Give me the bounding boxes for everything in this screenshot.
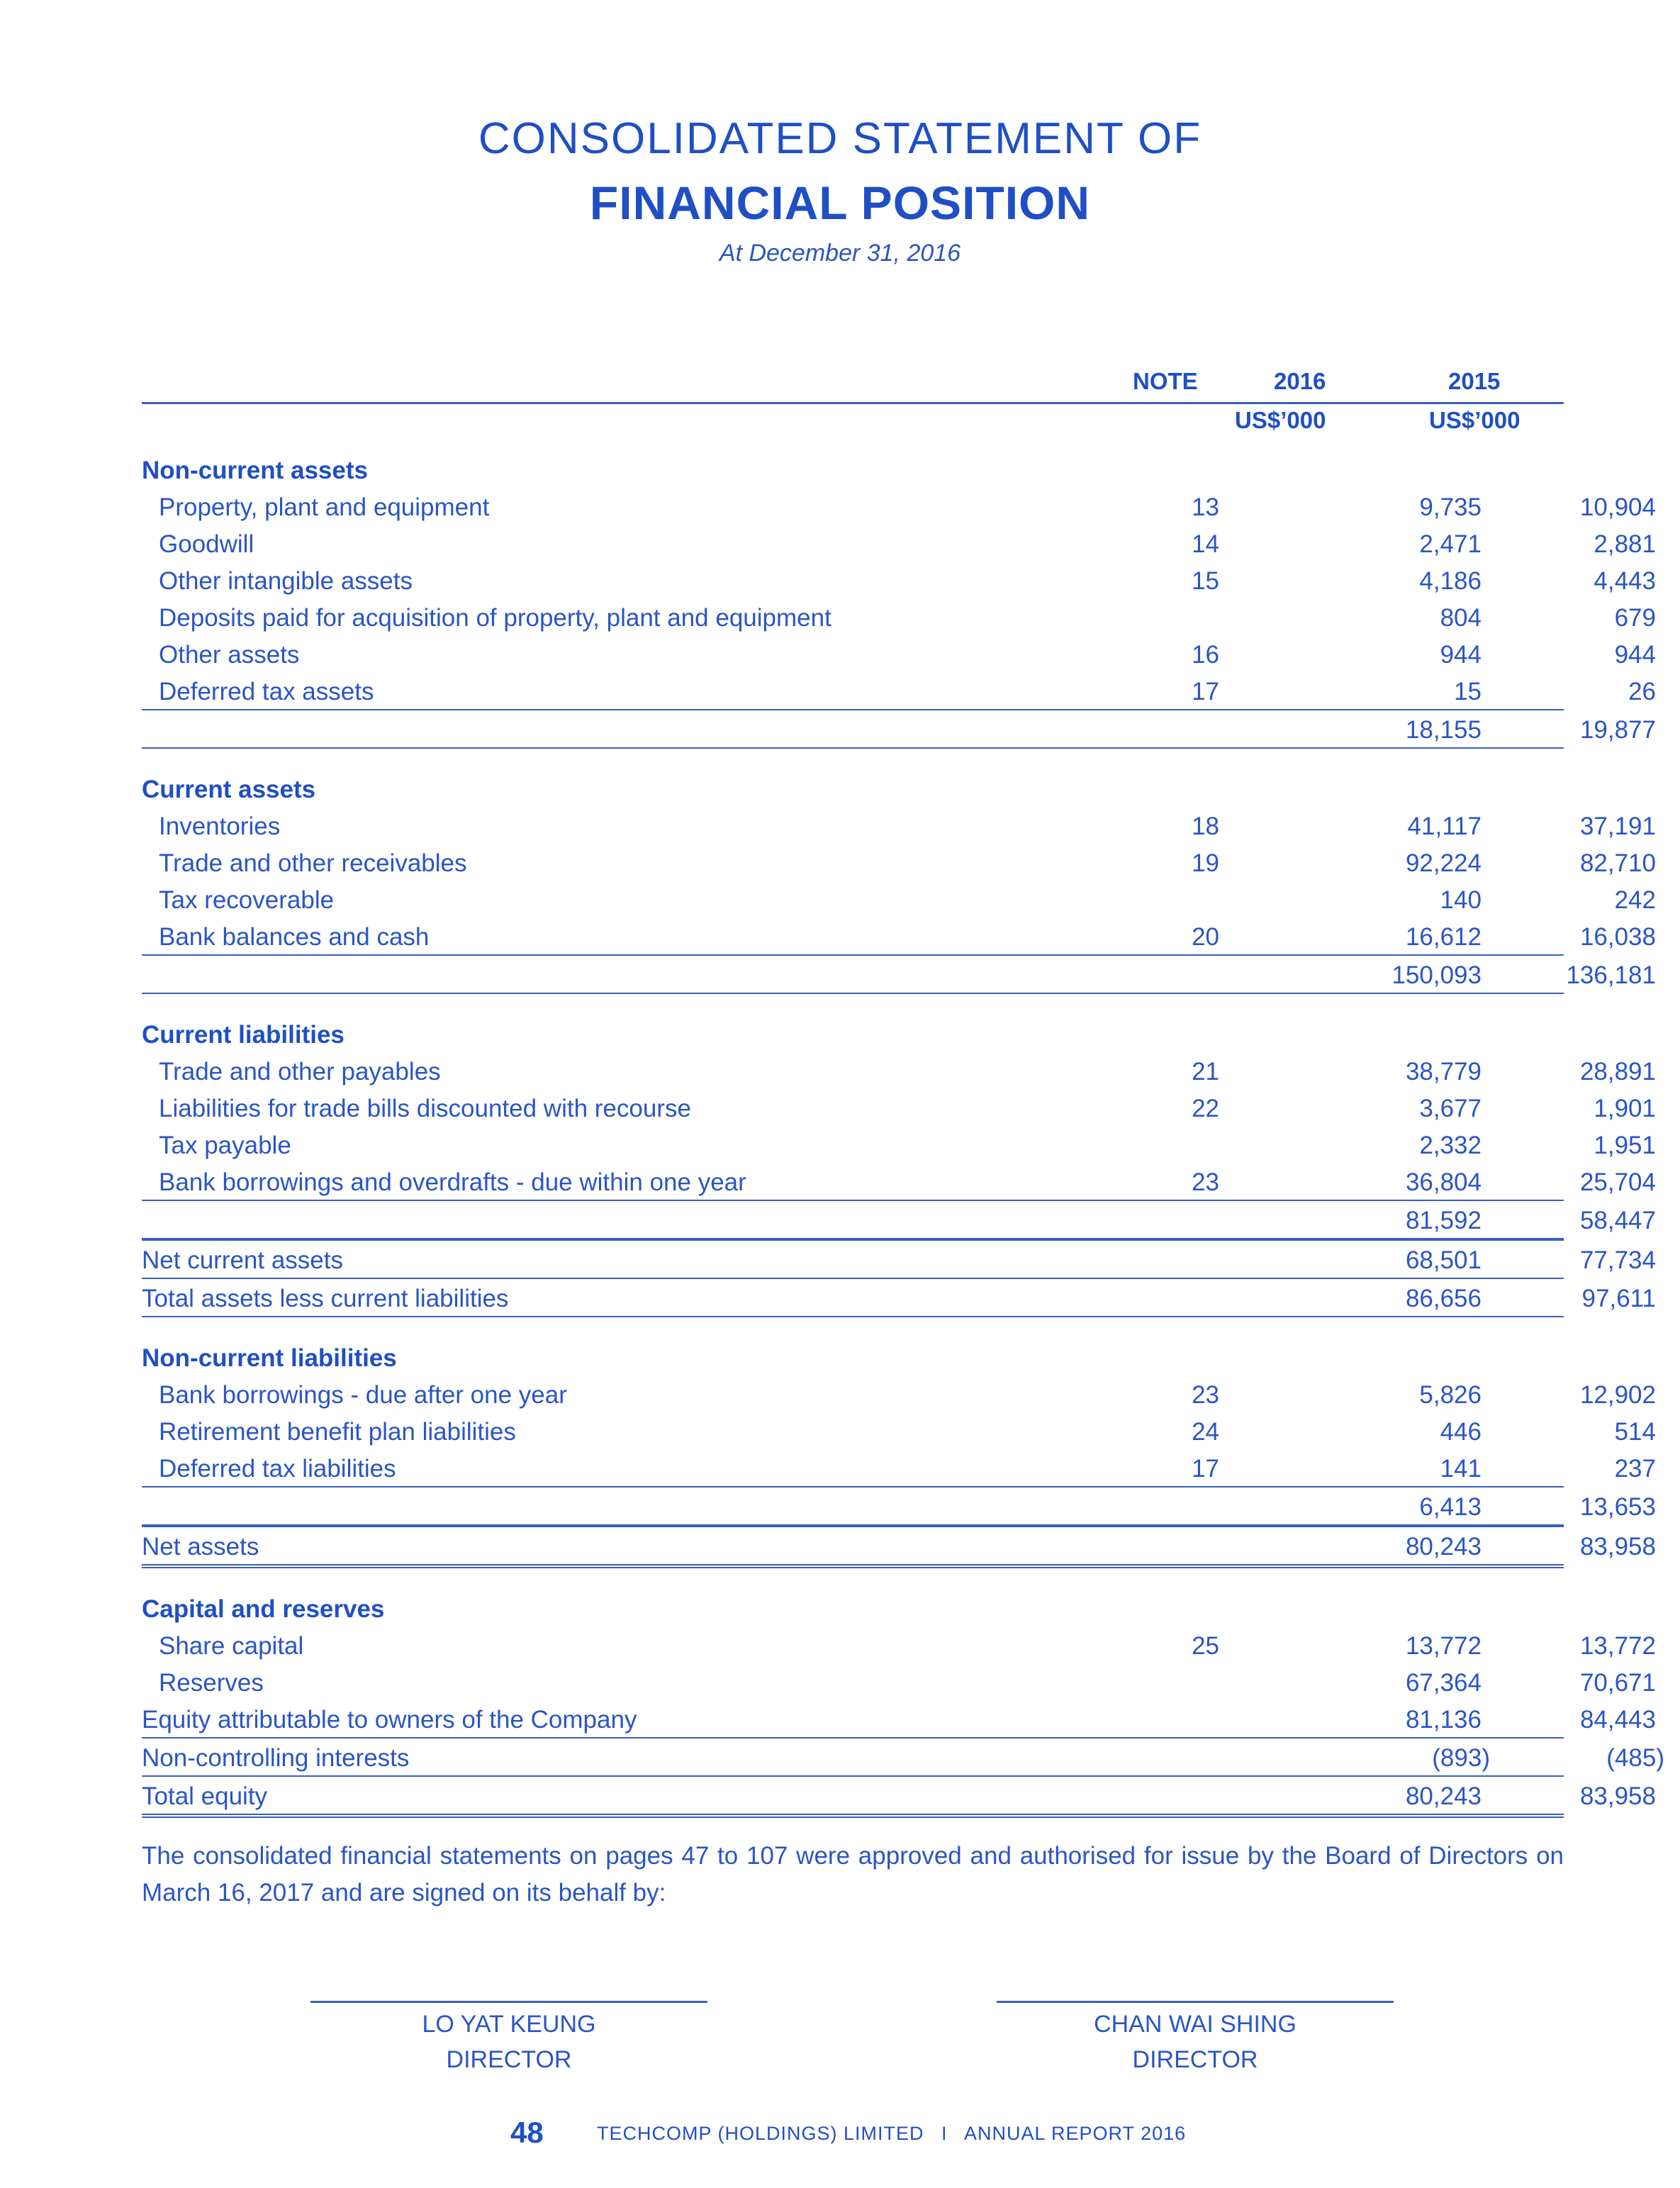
company-name: TECHCOMP (HOLDINGS) LIMITED bbox=[597, 2123, 924, 2144]
row-note: 24 bbox=[1192, 1418, 1219, 1446]
row-label: Total assets less current liabilities bbox=[142, 1285, 509, 1312]
section-gap bbox=[142, 749, 1564, 770]
row-label: Non-current liabilities bbox=[142, 1344, 397, 1372]
value-2016: 804 bbox=[1440, 604, 1482, 632]
value-2015: 136,181 bbox=[1566, 961, 1656, 989]
value-2015: 19,877 bbox=[1579, 716, 1656, 744]
row-label: Bank balances and cash bbox=[159, 923, 430, 951]
signature-line-2 bbox=[997, 2001, 1394, 2003]
title-line-1: CONSOLIDATED STATEMENT OF bbox=[478, 114, 1202, 163]
table-row bbox=[142, 635, 1656, 672]
row-label: Capital and reserves bbox=[142, 1595, 385, 1623]
value-2016: 140 bbox=[1440, 886, 1482, 914]
table-row bbox=[142, 1278, 1656, 1317]
table-row bbox=[142, 1449, 1656, 1486]
row-label: Non-controlling interests bbox=[142, 1744, 410, 1772]
row-note: 19 bbox=[1192, 849, 1219, 877]
table-row bbox=[142, 1126, 1656, 1163]
value-2015: 1,901 bbox=[1594, 1095, 1656, 1122]
row-note: 25 bbox=[1192, 1632, 1219, 1660]
table-row bbox=[142, 598, 1656, 635]
section-heading bbox=[142, 1590, 1564, 1626]
row-label: Deferred tax assets bbox=[159, 678, 374, 705]
row-note: 17 bbox=[1192, 678, 1219, 705]
value-2016: 15 bbox=[1454, 678, 1482, 705]
signatory-2-title: DIRECTOR bbox=[1132, 2046, 1258, 2073]
row-note: 20 bbox=[1192, 923, 1219, 951]
section-heading bbox=[142, 451, 1564, 488]
table-row bbox=[142, 807, 1656, 844]
section-gap bbox=[142, 441, 1564, 451]
value-2016: 6,413 bbox=[1419, 1493, 1482, 1521]
signatory-2-name: CHAN WAI SHING bbox=[1094, 2011, 1297, 2038]
value-2016: 86,656 bbox=[1405, 1285, 1482, 1312]
row-label: Other intangible assets bbox=[159, 567, 413, 595]
value-2016: 67,364 bbox=[1405, 1669, 1482, 1697]
page-number: 48 bbox=[510, 2116, 544, 2149]
value-2016: 4,186 bbox=[1419, 567, 1482, 595]
row-label: Bank borrowings and overdrafts - due within one year bbox=[159, 1168, 746, 1196]
value-2015: 944 bbox=[1614, 641, 1656, 669]
table-row bbox=[142, 1700, 1656, 1737]
value-2015: 83,958 bbox=[1579, 1533, 1656, 1561]
section-gap bbox=[142, 1568, 1564, 1590]
value-2015: 26 bbox=[1628, 678, 1656, 705]
table-row bbox=[142, 1089, 1656, 1126]
table-row bbox=[142, 1163, 1656, 1200]
value-2015: 82,710 bbox=[1579, 849, 1656, 877]
page-footer bbox=[0, 2116, 1680, 2151]
signatory-1-title: DIRECTOR bbox=[446, 2046, 572, 2073]
table-row bbox=[142, 1486, 1656, 1526]
value-2015: 514 bbox=[1614, 1418, 1656, 1446]
table-row bbox=[142, 1737, 1664, 1775]
note-column-header: NOTE bbox=[1133, 368, 1198, 394]
value-2015: 70,671 bbox=[1579, 1669, 1656, 1697]
row-label: Property, plant and equipment bbox=[159, 493, 490, 521]
table-row bbox=[142, 917, 1656, 954]
value-2016: 80,243 bbox=[1405, 1533, 1482, 1561]
row-label: Total equity bbox=[142, 1782, 268, 1810]
row-label: Tax recoverable bbox=[159, 886, 335, 914]
row-label: Deposits paid for acquisition of property, plant and equipment bbox=[159, 604, 831, 632]
row-label: Reserves bbox=[159, 1669, 264, 1697]
row-label: Deferred tax liabilities bbox=[159, 1455, 396, 1483]
value-2016: 92,224 bbox=[1405, 849, 1482, 877]
table-row bbox=[142, 844, 1656, 881]
value-2016: 13,772 bbox=[1405, 1632, 1482, 1660]
section-heading bbox=[142, 770, 1564, 807]
value-2015: 16,038 bbox=[1579, 923, 1656, 951]
value-2015: 13,772 bbox=[1579, 1632, 1656, 1660]
row-note: 18 bbox=[1192, 813, 1219, 840]
row-label: Non-current assets bbox=[142, 457, 368, 484]
statement-date: At December 31, 2016 bbox=[719, 240, 961, 267]
row-label: Inventories bbox=[159, 813, 281, 840]
value-2015: (485) bbox=[1606, 1744, 1664, 1772]
year-2016-header: 2016 bbox=[1274, 368, 1326, 394]
value-2015: 12,902 bbox=[1579, 1381, 1656, 1409]
table-row bbox=[142, 1526, 1656, 1568]
value-2015: 10,904 bbox=[1579, 493, 1656, 521]
value-2015: 97,611 bbox=[1581, 1285, 1656, 1312]
row-note: 16 bbox=[1192, 641, 1219, 669]
value-2016: 150,093 bbox=[1391, 961, 1482, 989]
row-note: 21 bbox=[1192, 1058, 1219, 1085]
value-2015: 4,443 bbox=[1594, 567, 1656, 595]
table-row bbox=[142, 1052, 1656, 1089]
value-2016: 5,826 bbox=[1419, 1381, 1482, 1409]
row-label: Liabilities for trade bills discounted with recourse bbox=[159, 1095, 691, 1122]
row-note: 22 bbox=[1192, 1095, 1219, 1122]
row-label: Retirement benefit plan liabilities bbox=[159, 1418, 516, 1446]
value-2016: 3,677 bbox=[1419, 1095, 1482, 1122]
value-2016: 68,501 bbox=[1405, 1246, 1482, 1274]
value-2016: 80,243 bbox=[1405, 1782, 1482, 1810]
value-2016: 2,332 bbox=[1419, 1132, 1482, 1159]
table-row bbox=[142, 1626, 1656, 1663]
row-label: Net assets bbox=[142, 1533, 259, 1561]
signatory-1-name: LO YAT KEUNG bbox=[422, 2011, 596, 2038]
year-2015-header: 2015 bbox=[1448, 368, 1501, 394]
value-2016: 81,136 bbox=[1405, 1706, 1482, 1734]
table-row bbox=[142, 1663, 1656, 1700]
row-label: Net current assets bbox=[142, 1246, 343, 1274]
row-label: Goodwill bbox=[159, 530, 254, 558]
row-label: Tax payable bbox=[159, 1132, 291, 1159]
row-label: Other assets bbox=[159, 641, 300, 669]
value-2016: 141 bbox=[1440, 1455, 1482, 1483]
section-gap bbox=[142, 994, 1564, 1015]
table-row bbox=[142, 954, 1656, 994]
table-row bbox=[142, 881, 1656, 917]
value-2015: 77,734 bbox=[1579, 1246, 1656, 1274]
row-label: Trade and other receivables bbox=[159, 849, 467, 877]
section-gap bbox=[142, 1317, 1564, 1339]
section-heading bbox=[142, 1339, 1564, 1375]
row-note: 13 bbox=[1192, 493, 1219, 521]
column-header-row bbox=[142, 365, 1564, 402]
table-row bbox=[142, 488, 1656, 525]
value-2015: 58,447 bbox=[1579, 1207, 1656, 1234]
row-label: Trade and other payables bbox=[159, 1058, 441, 1085]
table-row bbox=[142, 562, 1656, 598]
value-2016: 944 bbox=[1440, 641, 1482, 669]
row-note: 23 bbox=[1192, 1168, 1219, 1196]
unit-2015-header: US$’000 bbox=[1429, 407, 1521, 433]
row-label: Bank borrowings - due after one year bbox=[159, 1381, 567, 1409]
value-2015: 25,704 bbox=[1579, 1168, 1656, 1196]
value-2015: 2,881 bbox=[1594, 530, 1656, 558]
value-2015: 37,191 bbox=[1579, 813, 1656, 840]
unit-header-row bbox=[142, 402, 1564, 441]
row-note: 14 bbox=[1192, 530, 1219, 558]
table-row bbox=[142, 1775, 1656, 1818]
approval-statement: The consolidated financial statements on pages 47 to 107 were approved and authorised for issue by the Board of Directors on March 16, 2017 and are signed on its behalf by: bbox=[142, 1842, 1564, 1907]
value-2015: 84,443 bbox=[1579, 1706, 1656, 1734]
table-row bbox=[142, 709, 1656, 749]
table-row bbox=[142, 1200, 1656, 1239]
value-2015: 1,951 bbox=[1594, 1132, 1656, 1159]
value-2015: 13,653 bbox=[1579, 1493, 1656, 1521]
value-2016: 41,117 bbox=[1407, 813, 1482, 840]
table-row bbox=[142, 525, 1656, 562]
row-note: 15 bbox=[1192, 567, 1219, 595]
report-name: ANNUAL REPORT 2016 bbox=[964, 2123, 1187, 2144]
value-2016: 446 bbox=[1440, 1418, 1482, 1446]
value-2015: 679 bbox=[1614, 604, 1656, 632]
section-heading bbox=[142, 1015, 1564, 1052]
value-2016: 38,779 bbox=[1405, 1058, 1482, 1085]
footer-separator: I bbox=[941, 2123, 947, 2144]
table-row bbox=[142, 1239, 1656, 1278]
value-2016: 9,735 bbox=[1419, 493, 1482, 521]
value-2015: 28,891 bbox=[1579, 1058, 1656, 1085]
value-2016: 2,471 bbox=[1419, 530, 1482, 558]
value-2016: 36,804 bbox=[1405, 1168, 1482, 1196]
row-note: 23 bbox=[1192, 1381, 1219, 1409]
value-2016: 81,592 bbox=[1405, 1207, 1482, 1234]
financial-position-table bbox=[142, 365, 1664, 1818]
table-body bbox=[142, 441, 1664, 1818]
row-note: 17 bbox=[1192, 1455, 1219, 1483]
value-2015: 237 bbox=[1614, 1455, 1656, 1483]
title-line-2: FINANCIAL POSITION bbox=[589, 177, 1091, 229]
unit-2016-header: US$’000 bbox=[1235, 407, 1326, 433]
row-label: Share capital bbox=[159, 1632, 304, 1660]
value-2015: 242 bbox=[1614, 886, 1656, 914]
row-label: Current assets bbox=[142, 776, 316, 803]
signature-line-1 bbox=[310, 2001, 707, 2003]
value-2016: 16,612 bbox=[1405, 923, 1482, 951]
table-row bbox=[142, 1375, 1656, 1412]
value-2016: 18,155 bbox=[1405, 716, 1482, 744]
table-row bbox=[142, 672, 1656, 709]
table-row bbox=[142, 1412, 1656, 1449]
row-label: Current liabilities bbox=[142, 1021, 345, 1049]
row-label: Equity attributable to owners of the Company bbox=[142, 1706, 637, 1734]
value-2016: (893) bbox=[1432, 1744, 1490, 1772]
value-2015: 83,958 bbox=[1579, 1782, 1656, 1810]
